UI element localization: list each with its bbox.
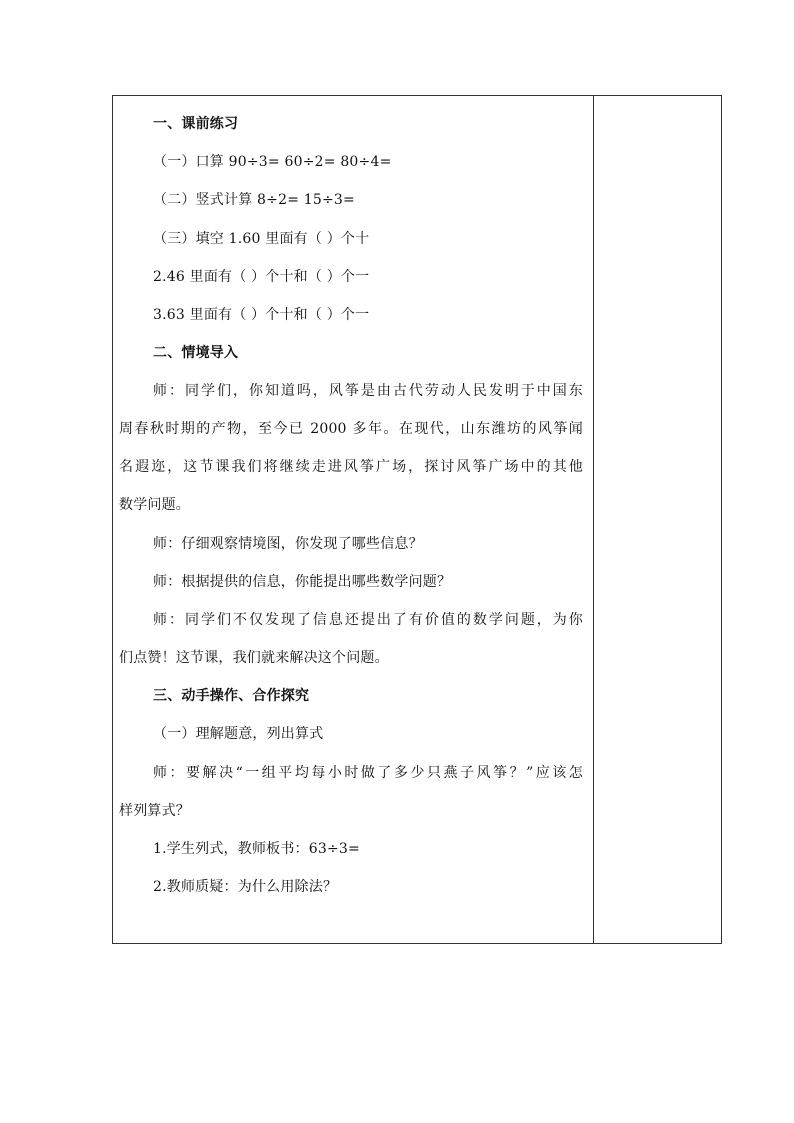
paragraph-line: 师：同学们不仅发现了信息还提出了有价值的数学问题，为你 [153, 612, 583, 628]
paragraph-line: 们点赞！这节课，我们就来解决这个问题。 [119, 650, 389, 666]
paragraph-line: 师：要解决“一组平均每小时做了多少只燕子风筝？”应该怎 [153, 765, 583, 781]
teacher-doubt-line: 2.教师质疑：为什么用除法？ [153, 879, 338, 895]
subsection-understand-problem: （一）理解题意，列出算式 [153, 726, 324, 742]
paragraph-line: 师：同学们，你知道吗，风筝是由古代劳动人民发明于中国东 [153, 383, 583, 399]
paragraph-line: 名遐迩，这节课我们将继续走进风筝广场，探讨风筝广场中的其他 [119, 459, 583, 475]
lesson-content-cell [113, 96, 593, 943]
section-heading-scenario-intro: 二、情境导入 [153, 345, 239, 361]
teacher-observe-line: 师：仔细观察情境图，你发现了哪些信息？ [153, 536, 423, 552]
fill-blank-line-3: 3.63 里面有（ ）个十和（ ）个一 [153, 307, 370, 323]
paragraph-line: 周春秋时期的产物，至今已 2000 多年。在现代，山东潍坊的风筝闻 [119, 421, 583, 437]
paragraph-line: 数学问题。 [119, 497, 190, 513]
fill-blank-line-2: 2.46 里面有（ ）个十和（ ）个一 [153, 269, 370, 285]
student-formula-line: 1.学生列式，教师板书：63÷3= [153, 841, 360, 857]
oral-calculation-line: （一）口算 90÷3= 60÷2= 80÷4= [153, 154, 392, 170]
section-heading-hands-on: 三、动手操作、合作探究 [153, 688, 310, 704]
fill-blank-line-1: （三）填空 1.60 里面有（ ）个十 [153, 231, 370, 247]
section-heading-pre-class-practice: 一、课前练习 [153, 116, 239, 132]
lesson-table [112, 95, 722, 944]
paragraph-line: 样列算式？ [119, 803, 190, 819]
vertical-calculation-line: （二）竖式计算 8÷2= 15÷3= [153, 192, 355, 208]
notes-cell [594, 96, 721, 943]
teacher-question-line: 师：根据提供的信息，你能提出哪些数学问题？ [153, 574, 452, 590]
